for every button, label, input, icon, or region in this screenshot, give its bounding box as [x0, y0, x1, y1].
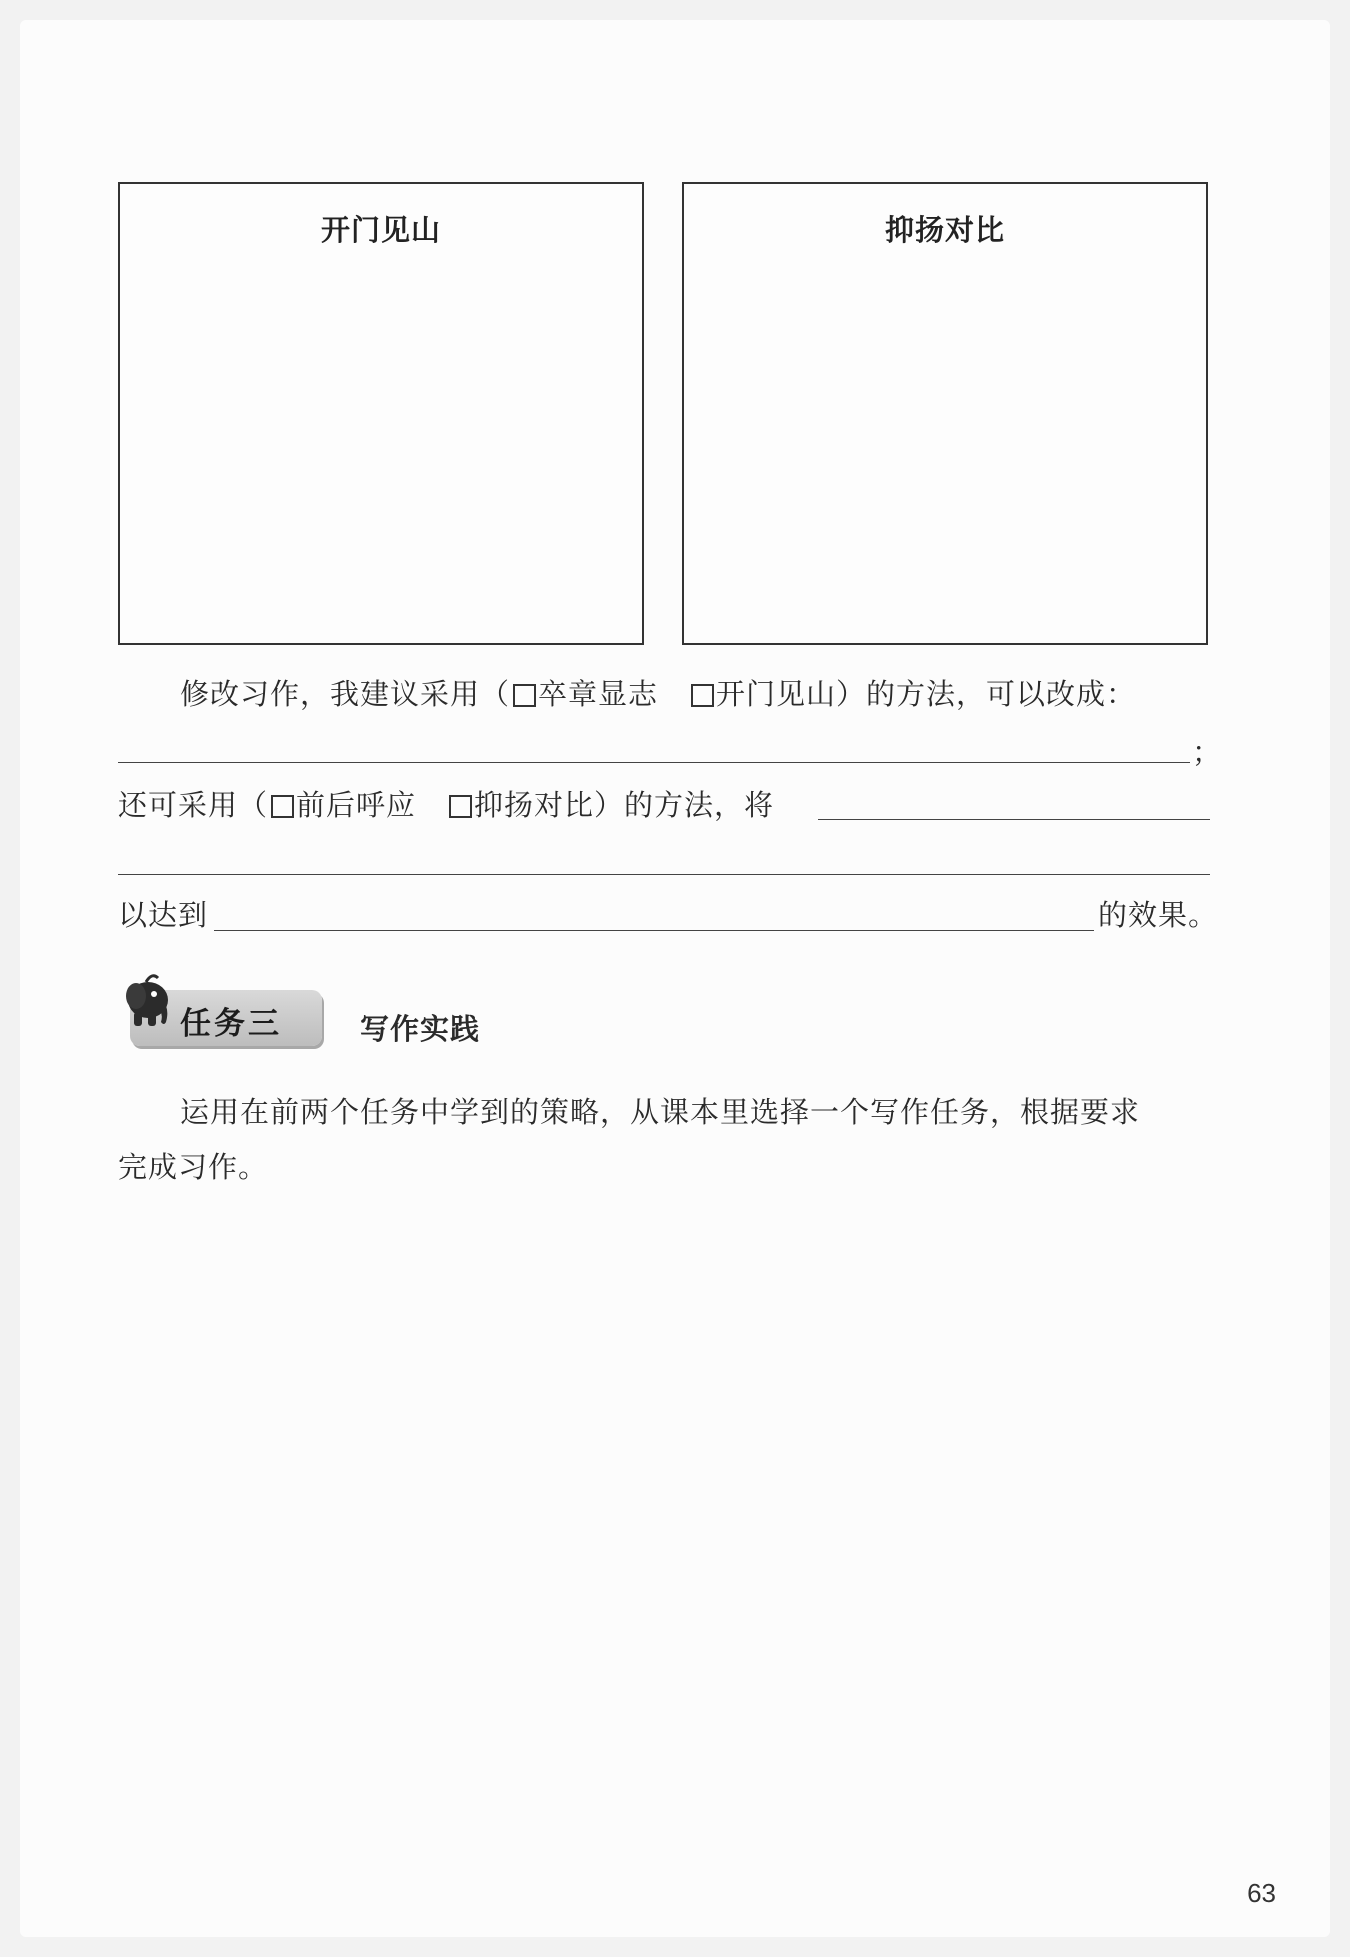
- option-qianhou-label: 前后呼应: [296, 788, 417, 822]
- writing-box-kaimen[interactable]: [118, 182, 644, 645]
- task-title: 写作实践: [360, 1012, 481, 1046]
- revise-sentence-1: [180, 674, 1136, 714]
- semicolon: ；: [1192, 735, 1223, 769]
- answer-line-1[interactable]: [118, 762, 1190, 763]
- page-number: 63: [1247, 1878, 1276, 1908]
- checkbox-kaimen[interactable]: [691, 684, 714, 707]
- revise-text-a: 修改习作，我建议采用（: [180, 677, 511, 711]
- option-zuizhang-label: 卒章显志: [538, 677, 659, 711]
- box-title-right: 抑扬对比: [884, 213, 1005, 247]
- task-badge-label: 任务三: [180, 1006, 282, 1042]
- revise-text-c: 还可采用（: [118, 788, 269, 822]
- option-yiyang-label: 抑扬对比: [474, 788, 595, 822]
- task-body-line-2: 完成习作。: [118, 1150, 269, 1184]
- task-body-line-1: 运用在前两个任务中学到的策略，从课本里选择一个写作任务，根据要求: [180, 1095, 1141, 1129]
- revise-sentence-2: [118, 785, 774, 825]
- checkbox-qianhou[interactable]: [271, 795, 294, 818]
- option-kaimen-label: 开门见山: [716, 677, 837, 711]
- checkbox-zuizhang[interactable]: [513, 684, 536, 707]
- writing-box-yiyang[interactable]: [682, 182, 1208, 645]
- revise-text-d: ）的方法，将: [594, 788, 775, 822]
- box-title-left: 开门见山: [320, 213, 441, 247]
- checkbox-yiyang[interactable]: [449, 795, 472, 818]
- answer-line-4[interactable]: [214, 930, 1094, 931]
- elephant-icon: [118, 970, 180, 1032]
- revise-text-e: 以达到: [118, 898, 209, 932]
- revise-text-b: ）的方法，可以改成：: [836, 677, 1137, 711]
- revise-text-f: 的效果。: [1098, 898, 1219, 932]
- answer-line-2[interactable]: [818, 819, 1210, 820]
- answer-line-3[interactable]: [118, 874, 1210, 875]
